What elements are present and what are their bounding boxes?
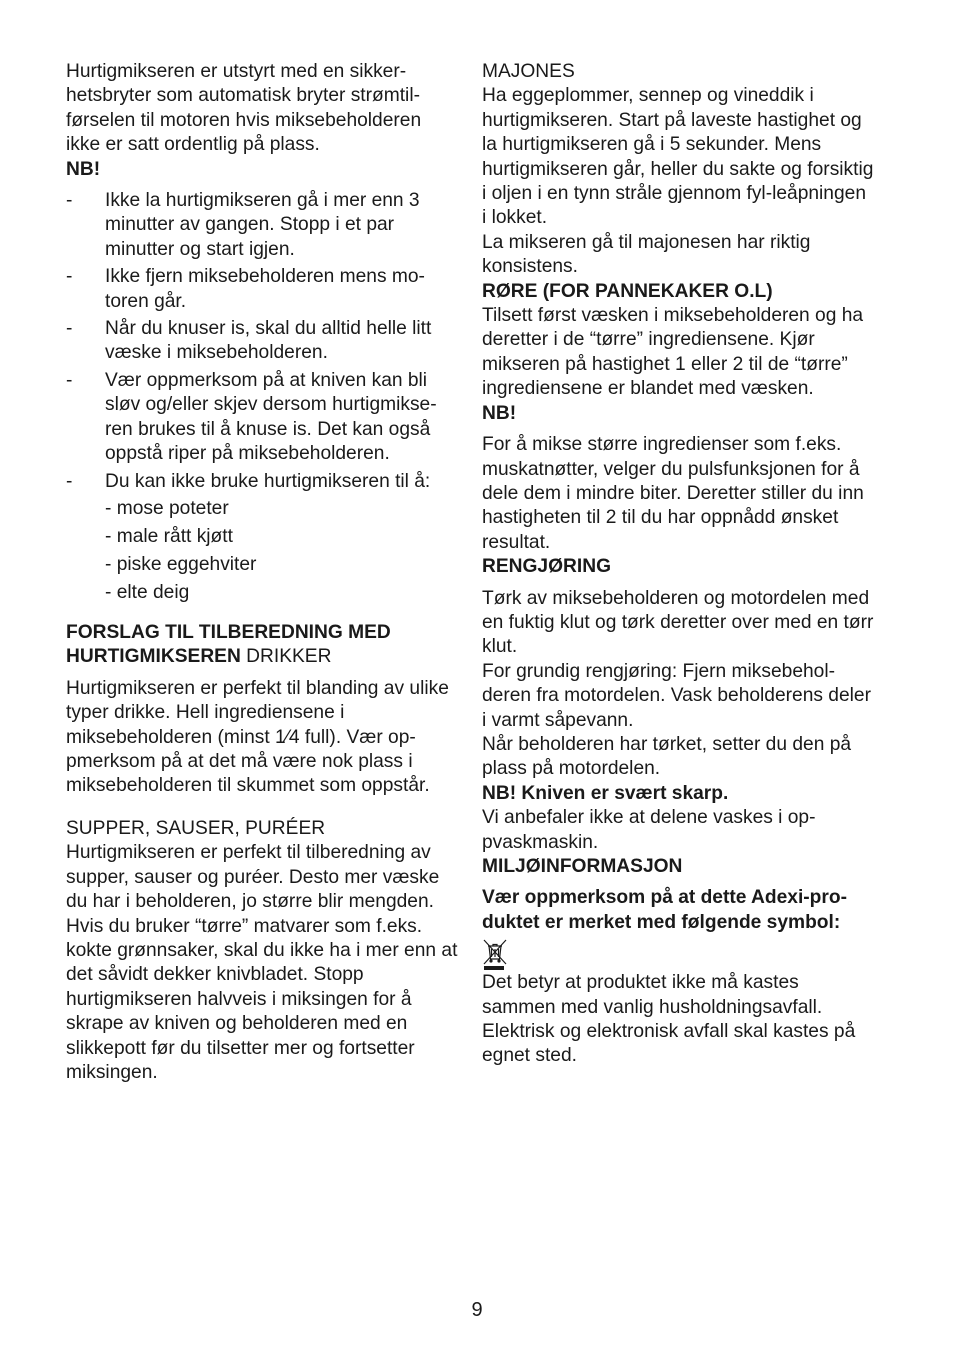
majones-paragraph-1: Ha eggeplommer, sennep og vineddik i hurtigmikseren. Start på laveste hastighet og la hurtigmikseren gå i 5 sekunder. Mens hurtigmikseren går, heller du sakte og forsiktig i oljen i en tynn stråle gjennom fyl-leåpningen i lokket. [482, 85, 874, 229]
rengjoring-warning: NB! Kniven er svært skarp. [482, 782, 729, 804]
rengjoring-paragraph-2: For grundig rengjøring: Fjern miksebehol-deren fra motordelen. Vask beholderens deler i varmt såpevann. [482, 660, 871, 731]
rengjoring-paragraph-4: Vi anbefaler ikke at delene vaskes i op-pvaskmaskin. [482, 807, 816, 853]
rengjoring-heading: RENGJØRING [482, 556, 612, 578]
intro-paragraph: Hurtigmikseren er utstyrt med en sikker-hetsbryter som automatisk bryter strømtil-førselen til motoren hvis miksebeholderen ikke er satt ordentlig på plass. [66, 61, 422, 156]
supper-paragraph-1: Hurtigmikseren er perfekt til tilberedning av supper, sauser og puréer. Desto mer væske du har i beholderen, jo større blir mengden. [66, 842, 440, 913]
nb-heading-left: NB! [66, 158, 101, 180]
list-item: - elte deig [105, 581, 190, 603]
miljo-paragraph: Det betyr at produktet ikke må kastes sammen med vanlig husholdningsavfall. Elektrisk og elektronisk avfall skal kastes på egnet sted. [482, 972, 856, 1067]
left-column [66, 60, 458, 1085]
list-item: - male rått kjøtt [105, 525, 233, 547]
supper-paragraph-2: Hvis du bruker “tørre” matvarer som f.eks. kokte grønnsaker, skal du ikke ha i mer enn at det såvidt dekker knivbladet. Stopp hurtigmikseren halvveis i miksingen for å skrape av kniven og beholderen med en slikkepott før du tilsetter mer og fortsetter miksingen. [66, 915, 458, 1083]
right-column [482, 60, 874, 1069]
majones-paragraph-2: La mikseren gå til majonesen har riktig konsistens. [482, 231, 811, 278]
list-item: - mose poteter [105, 497, 229, 519]
warnings-list [66, 189, 458, 605]
nb-paragraph: For å mikse større ingredienser som f.eks. muskatnøtter, velger du pulsfunksjonen for å dele dem i mindre biter. Deretter stiller du inn hastigheten til 2 til du har oppnådd ønsket resultat. [482, 434, 864, 553]
list-item: - piske eggehviter [105, 553, 257, 575]
miljo-bold-paragraph: Vær oppmerksom på at dette Adexi-pro-duktet er merket med følgende symbol: [482, 887, 847, 933]
nb-heading-right: NB! [482, 402, 517, 424]
page-number: 9 [471, 1299, 483, 1321]
weee-bin-icon [482, 937, 874, 971]
list-item: - Når du knuser is, skal du alltid helle litt væske i miksebeholderen. [66, 318, 432, 364]
supper-heading: SUPPER, SAUSER, PURÉER [66, 817, 326, 839]
list-item: - Ikke fjern miksebeholderen mens mo-toren går. [66, 266, 425, 312]
list-item: - Ikke la hurtigmikseren gå i mer enn 3 minutter av gangen. Stopp i et par minutter og start igjen. [66, 190, 420, 260]
rengjoring-paragraph-1: Tørk av miksebeholderen og motordelen med en fuktig klut og tørk deretter over med en tørr klut. [482, 587, 874, 658]
rore-heading: RØRE (FOR PANNEKAKER O.L) [482, 280, 773, 302]
majones-heading: MAJONES [482, 61, 575, 82]
list-item: - Vær oppmerksom på at kniven kan bli sløv og/eller skjev dersom hurtigmikse-ren brukes til å knuse is. Det kan også oppstå riper på miksebeholderen. [66, 369, 437, 465]
cannot-list [105, 497, 458, 605]
rore-paragraph: Tilsett først væsken i miksebeholderen og ha deretter i de “tørre” ingrediensene. Kjør mikseren på hastighet 1 eller 2 til de “tørre” ingrediensene er blandet med væsken. [482, 305, 864, 400]
rengjoring-paragraph-3: Når beholderen har tørket, setter du den på plass på motordelen. [482, 733, 852, 780]
drikker-paragraph: Hurtigmikseren er perfekt til blanding av ulike typer drikke. Hell ingrediensene i miksebeholderen (minst 1⁄4 full). Vær op-pmerksom på at det må være nok plass i miksebeholderen til skummet som oppstår. [66, 677, 449, 797]
forslag-heading: FORSLAG TIL TILBEREDNING MED HURTIGMIKSEREN DRIKKER [66, 622, 391, 668]
list-item: - Du kan ikke bruke hurtigmikseren til å: - mose poteter - male rått kjøtt - piske eggehviter - elte deig [66, 470, 458, 606]
miljo-heading: MILJØINFORMASJON [482, 856, 683, 877]
